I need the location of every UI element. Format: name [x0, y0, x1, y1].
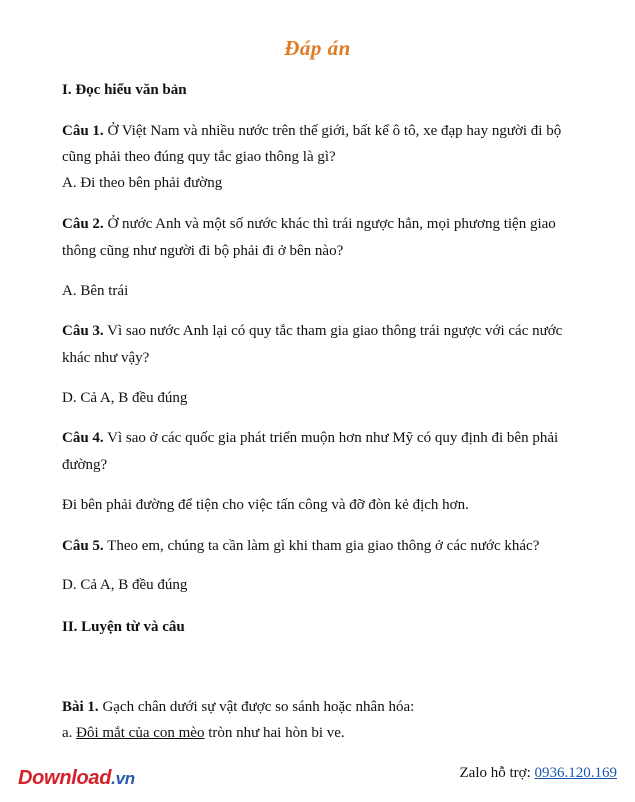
- question-3-answer: D. Cả A, B đều đúng: [62, 390, 188, 406]
- question-4-answer: Đi bên phải đường để tiện cho việc tấn công và đỡ đòn kẻ địch hơn.: [62, 497, 469, 513]
- question-1-answer: A. Đi theo bên phải đường: [62, 175, 223, 191]
- question-2-answer: A. Bên trái: [62, 283, 129, 299]
- item-a-prefix: a.: [62, 725, 77, 741]
- question-5-text-1: Theo em, chúng ta cần làm gì khi tham gia giao thông ở các nước khác?: [103, 538, 540, 554]
- question-1-line-2: cũng phải theo đúng quy tắc giao thông là gì?: [62, 149, 336, 165]
- question-4-line-1: [62, 428, 558, 448]
- question-2-line-1: [62, 214, 556, 234]
- question-5-answer: D. Cả A, B đều đúng: [62, 577, 188, 593]
- question-1-label: Câu 1.: [62, 123, 104, 139]
- zalo-support: [460, 765, 618, 782]
- item-a-underlined: Đôi mắt của con mèo: [76, 725, 205, 741]
- exercise-1-line: [62, 697, 414, 717]
- question-4-text-1: Vì sao ở các quốc gia phát triển muộn hơn như Mỹ có quy định đi bên phải: [103, 430, 559, 446]
- question-3-line-2: khác như vậy?: [62, 350, 150, 366]
- question-1-text-1: Ở Việt Nam và nhiều nước trên thế giới, bất kể ô tô, xe đạp hay người đi bộ: [103, 123, 562, 139]
- zalo-phone-link[interactable]: 0936.120.169: [534, 765, 617, 781]
- exercise-1-item-a: [62, 723, 345, 743]
- page-title: Đáp án: [284, 36, 351, 60]
- question-2-line-2: thông cũng như người đi bộ phải đi ở bên nào?: [62, 243, 344, 259]
- question-5-line-1: [62, 536, 539, 556]
- exercise-1-text: Gạch chân dưới sự vật được so sánh hoặc nhân hóa:: [98, 699, 415, 715]
- logo-main: Download: [18, 767, 112, 789]
- question-4-line-2: đường?: [62, 457, 108, 473]
- question-3-line-1: [62, 321, 562, 341]
- download-logo[interactable]: [18, 767, 135, 790]
- question-2-label: Câu 2.: [62, 216, 104, 232]
- question-4-label: Câu 4.: [62, 430, 104, 446]
- question-3-text-1: Vì sao nước Anh lại có quy tắc tham gia giao thông trái ngược với các nước: [103, 323, 563, 339]
- zalo-support-label: Zalo hỗ trợ:: [459, 765, 535, 781]
- logo-tld: vn: [115, 769, 135, 788]
- item-a-rest: tròn như hai hòn bi ve.: [204, 725, 345, 741]
- section-heading-reading: I. Đọc hiểu văn bản: [62, 82, 187, 98]
- section-heading-vocabulary: II. Luyện từ và câu: [62, 619, 185, 635]
- question-1-line-1: [62, 121, 561, 141]
- exercise-1-label: Bài 1.: [62, 699, 99, 715]
- logo-dot: .: [111, 769, 116, 788]
- question-5-label: Câu 5.: [62, 538, 104, 554]
- question-2-text-1: Ở nước Anh và một số nước khác thì trái ngược hẳn, mọi phương tiện giao: [103, 216, 556, 232]
- question-3-label: Câu 3.: [62, 323, 104, 339]
